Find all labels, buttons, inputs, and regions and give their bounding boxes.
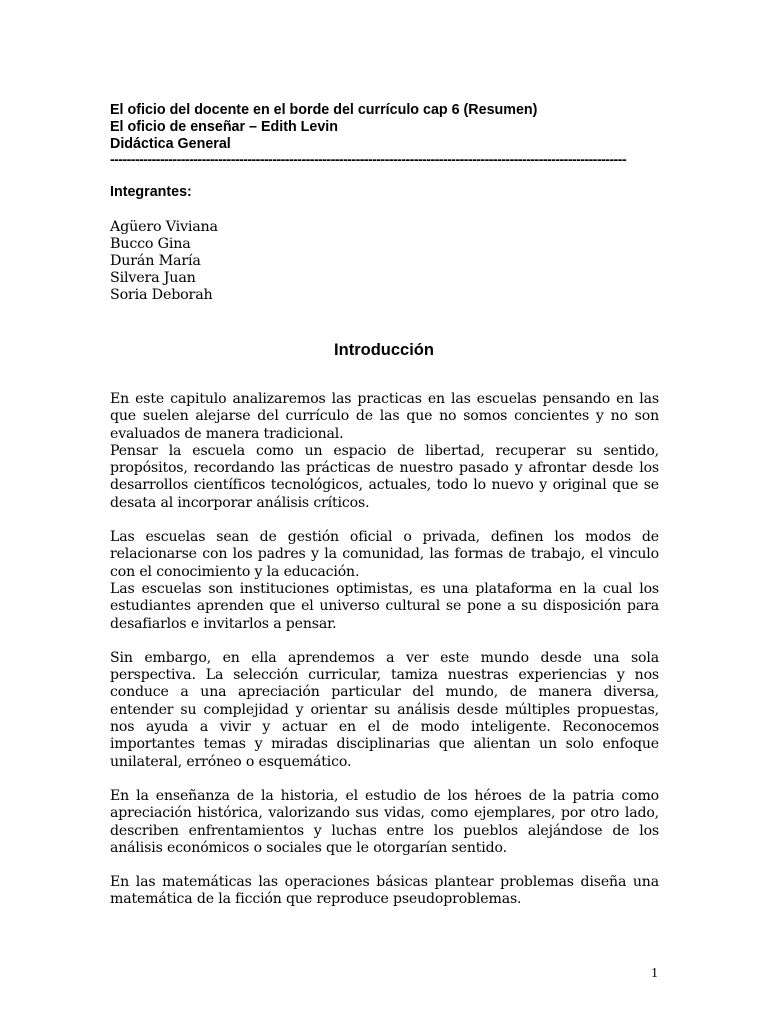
header-divider: ---------------------------------------------------------------------------------------------------------------------------- bbox=[110, 151, 627, 167]
paragraph: Las escuelas son instituciones optimistas, es una plataforma en la cual los estudiantes aprenden que el universo cultural se pone a su disposición para desafiarlos e invitarlos a pensar. bbox=[110, 580, 659, 632]
paragraph: En las matemáticas las operaciones básicas plantear problemas diseña una matemática de la ficción que reproduce pseudoproblemas. bbox=[110, 874, 659, 908]
members-list bbox=[110, 219, 218, 304]
document-title: El oficio del docente en el borde del currículo cap 6 (Resumen) bbox=[110, 102, 538, 118]
paragraph: Las escuelas sean de gestión oficial o privada, definen los modos de relacionarse con los padres y la comunidad, las formas de trabajo, el vinculo con el conocimiento y la educación. bbox=[110, 529, 659, 580]
member-name: Silvera Juan bbox=[110, 270, 196, 286]
member-name: Soria Deborah bbox=[110, 287, 213, 303]
body-text bbox=[110, 391, 659, 926]
document-course: Didáctica General bbox=[110, 136, 231, 152]
paragraph: Pensar la escuela como un espacio de libertad, recuperar su sentido, propósitos, recordando las prácticas de nuestro pasado y afrontar desde los desarrollos científicos tecnológicos, actuales, todo lo nuevo y original que se desata al incorporar análisis críticos. bbox=[110, 442, 659, 511]
integrantes-label: Integrantes: bbox=[110, 184, 192, 200]
page-number: 1 bbox=[651, 966, 658, 981]
document-subtitle: El oficio de enseñar – Edith Levin bbox=[110, 119, 339, 135]
paragraph: En la enseñanza de la historia, el estudio de los héroes de la patria como apreciación histórica, valorizando sus vidas, como ejemplares, por otro lado, describen enfrentamientos y luchas entre los pueblos alejándose de los análisis económicos o sociales que le otorgarían sentido. bbox=[110, 787, 659, 856]
member-name: Bucco Gina bbox=[110, 236, 191, 252]
paragraph: En este capitulo analizaremos las practicas en las escuelas pensando en las que suelen alejarse del currículo de las que no somos concientes y no son evaluados de manera tradicional. bbox=[110, 391, 659, 442]
member-name: Durán María bbox=[110, 253, 201, 269]
section-title: Introducción bbox=[334, 341, 434, 359]
member-name: Agüero Viviana bbox=[110, 219, 218, 235]
paragraph: Sin embargo, en ella aprendemos a ver este mundo desde una sola perspectiva. La selección curricular, tamiza nuestras experiencias y nos conduce a una apreciación particular del mundo, de manera diversa, entender su complejidad y orientar su análisis desde múltiples propuestas, nos ayuda a vivir y actuar en el de modo inteligente. Reconocemos importantes temas y miradas disciplinarias que alientan un solo enfoque unilateral, erróneo o esquemático. bbox=[110, 649, 659, 770]
